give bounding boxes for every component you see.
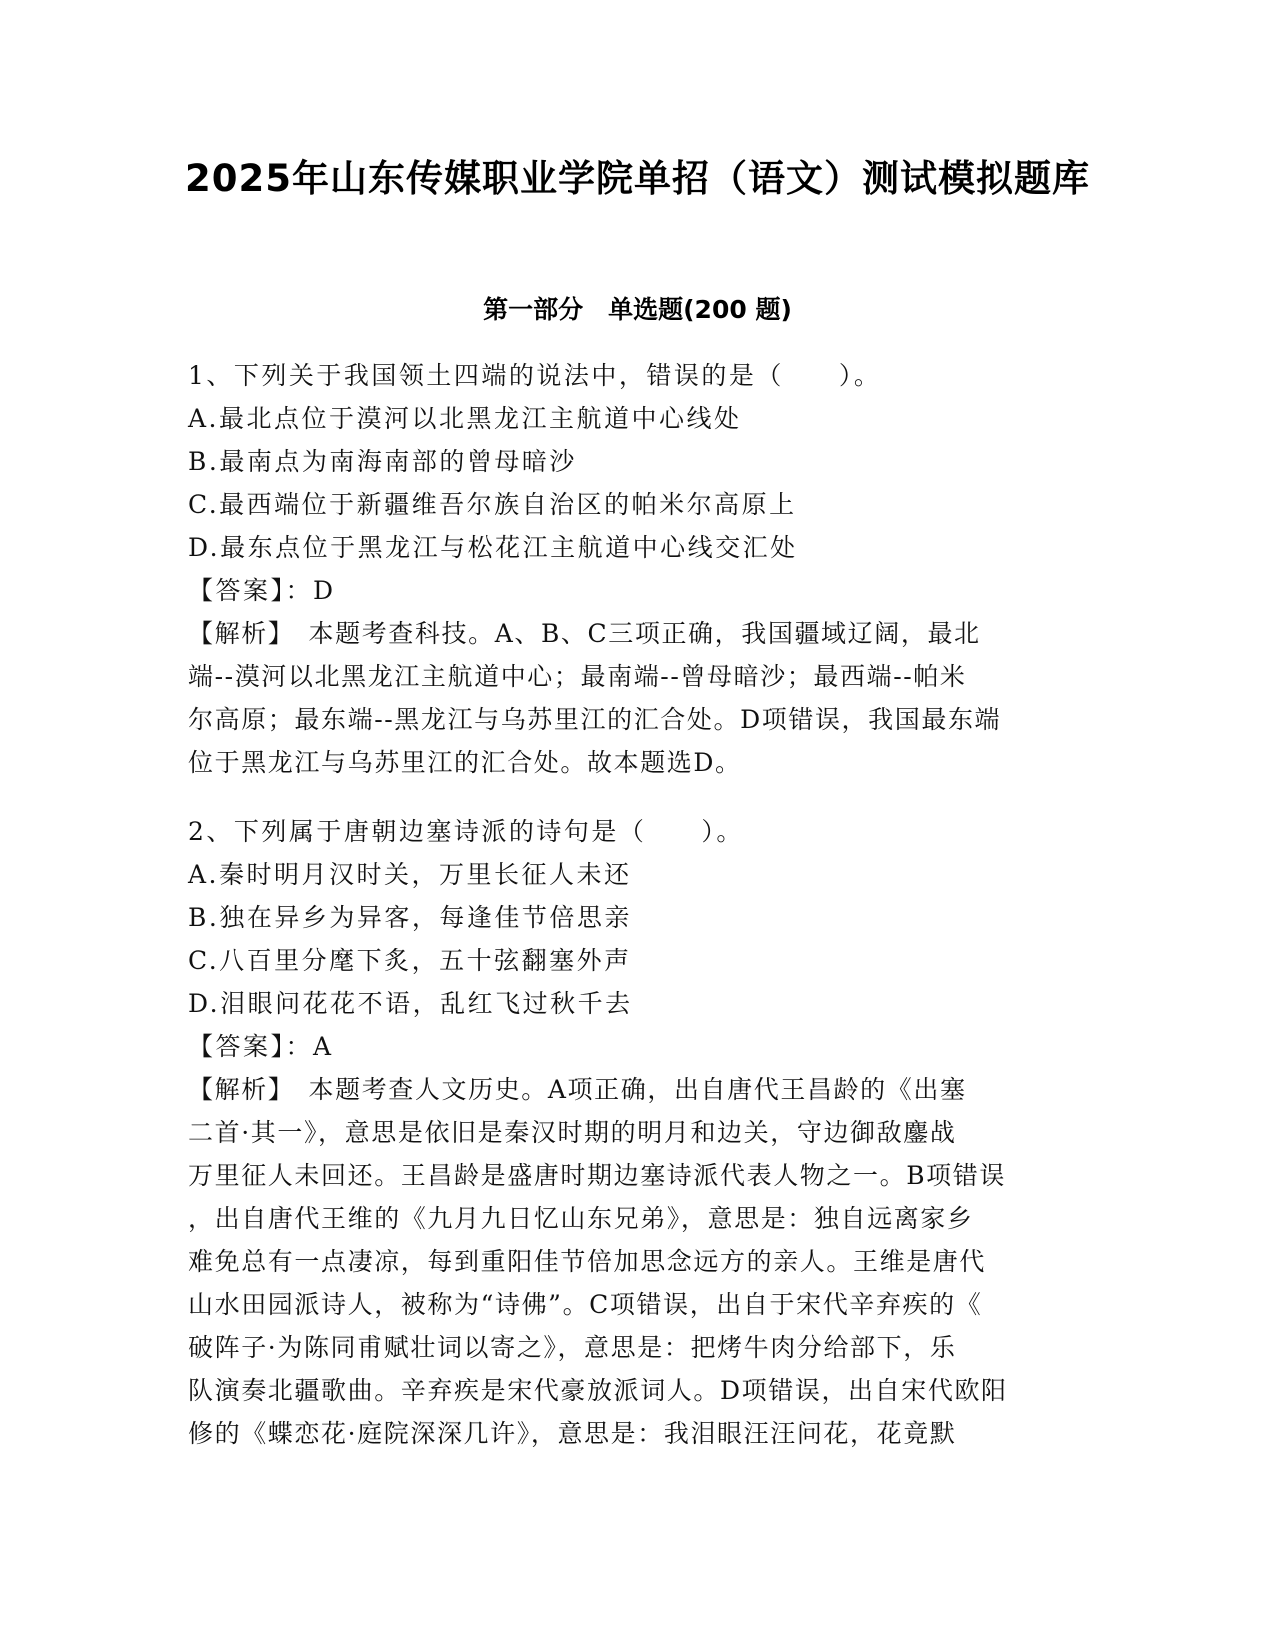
- analysis-line: ，出自唐代王维的《九月九日忆山东兄弟》，意思是：独自远离家乡: [188, 1204, 974, 1233]
- option-d: D.泪眼问花花不语，乱红飞过秋千去: [188, 989, 633, 1018]
- question-stem: 2、下列属于唐朝边塞诗派的诗句是（ ）。: [188, 817, 744, 846]
- analysis-line: 【解析】 本题考查人文历史。A项正确，出自唐代王昌龄的《出塞: [188, 1075, 967, 1104]
- question-stem: 1、下列关于我国领土四端的说法中，错误的是（ ）。: [188, 361, 882, 390]
- analysis-line: 破阵子·为陈同甫赋壮词以寄之》，意思是：把烤牛肉分给部下，乐: [188, 1333, 957, 1362]
- document-title: 2025年山东传媒职业学院单招（语文）测试模拟题库: [185, 157, 1090, 200]
- option-a: A.秦时明月汉时关，万里长征人未还: [188, 860, 632, 889]
- option-c: C.最西端位于新疆维吾尔族自治区的帕米尔高原上: [188, 490, 797, 519]
- answer-line: 【答案】：D: [188, 576, 336, 605]
- option-a: A.最北点位于漠河以北黑龙江主航道中心线处: [188, 404, 742, 433]
- analysis-line: 修的《蝶恋花·庭院深深几许》，意思是：我泪眼汪汪问花，花竟默: [188, 1419, 957, 1448]
- question-list: [188, 354, 1088, 1455]
- analysis-line: 队演奏北疆歌曲。辛弃疾是宋代豪放派词人。D项错误，出自宋代欧阳: [188, 1376, 1008, 1405]
- analysis-line: 山水田园派诗人，被称为“诗佛”。C项错误，出自于宋代辛弃疾的《: [188, 1290, 983, 1319]
- option-b: B.独在异乡为异客，每逢佳节倍思亲: [188, 903, 632, 932]
- analysis-line: 二首·其一》，意思是依旧是秦汉时期的明月和边关，守边御敌鏖战: [188, 1118, 957, 1147]
- question-2: [188, 810, 1088, 1455]
- section-heading: 第一部分 单选题(200 题): [483, 295, 792, 324]
- option-c: C.八百里分麾下炙，五十弦翻塞外声: [188, 946, 632, 975]
- question-1: [188, 354, 1088, 784]
- analysis-line: 位于黑龙江与乌苏里江的汇合处。故本题选D。: [188, 748, 742, 777]
- analysis-line: 万里征人未回还。王昌龄是盛唐时期边塞诗派代表人物之一。B项错误: [188, 1161, 1006, 1190]
- option-b: B.最南点为南海南部的曾母暗沙: [188, 447, 577, 476]
- option-d: D.最东点位于黑龙江与松花江主航道中心线交汇处: [188, 533, 798, 562]
- analysis-line: 【解析】 本题考查科技。A、B、C三项正确，我国疆域辽阔，最北: [188, 619, 981, 648]
- analysis-line: 端--漠河以北黑龙江主航道中心；最南端--曾母暗沙；最西端--帕米: [188, 662, 967, 691]
- answer-line: 【答案】：A: [188, 1032, 334, 1061]
- analysis-line: 尔高原；最东端--黑龙江与乌苏里江的汇合处。D项错误，我国最东端: [188, 705, 1002, 734]
- analysis-line: 难免总有一点凄凉，每到重阳佳节倍加思念远方的亲人。王维是唐代: [188, 1247, 987, 1276]
